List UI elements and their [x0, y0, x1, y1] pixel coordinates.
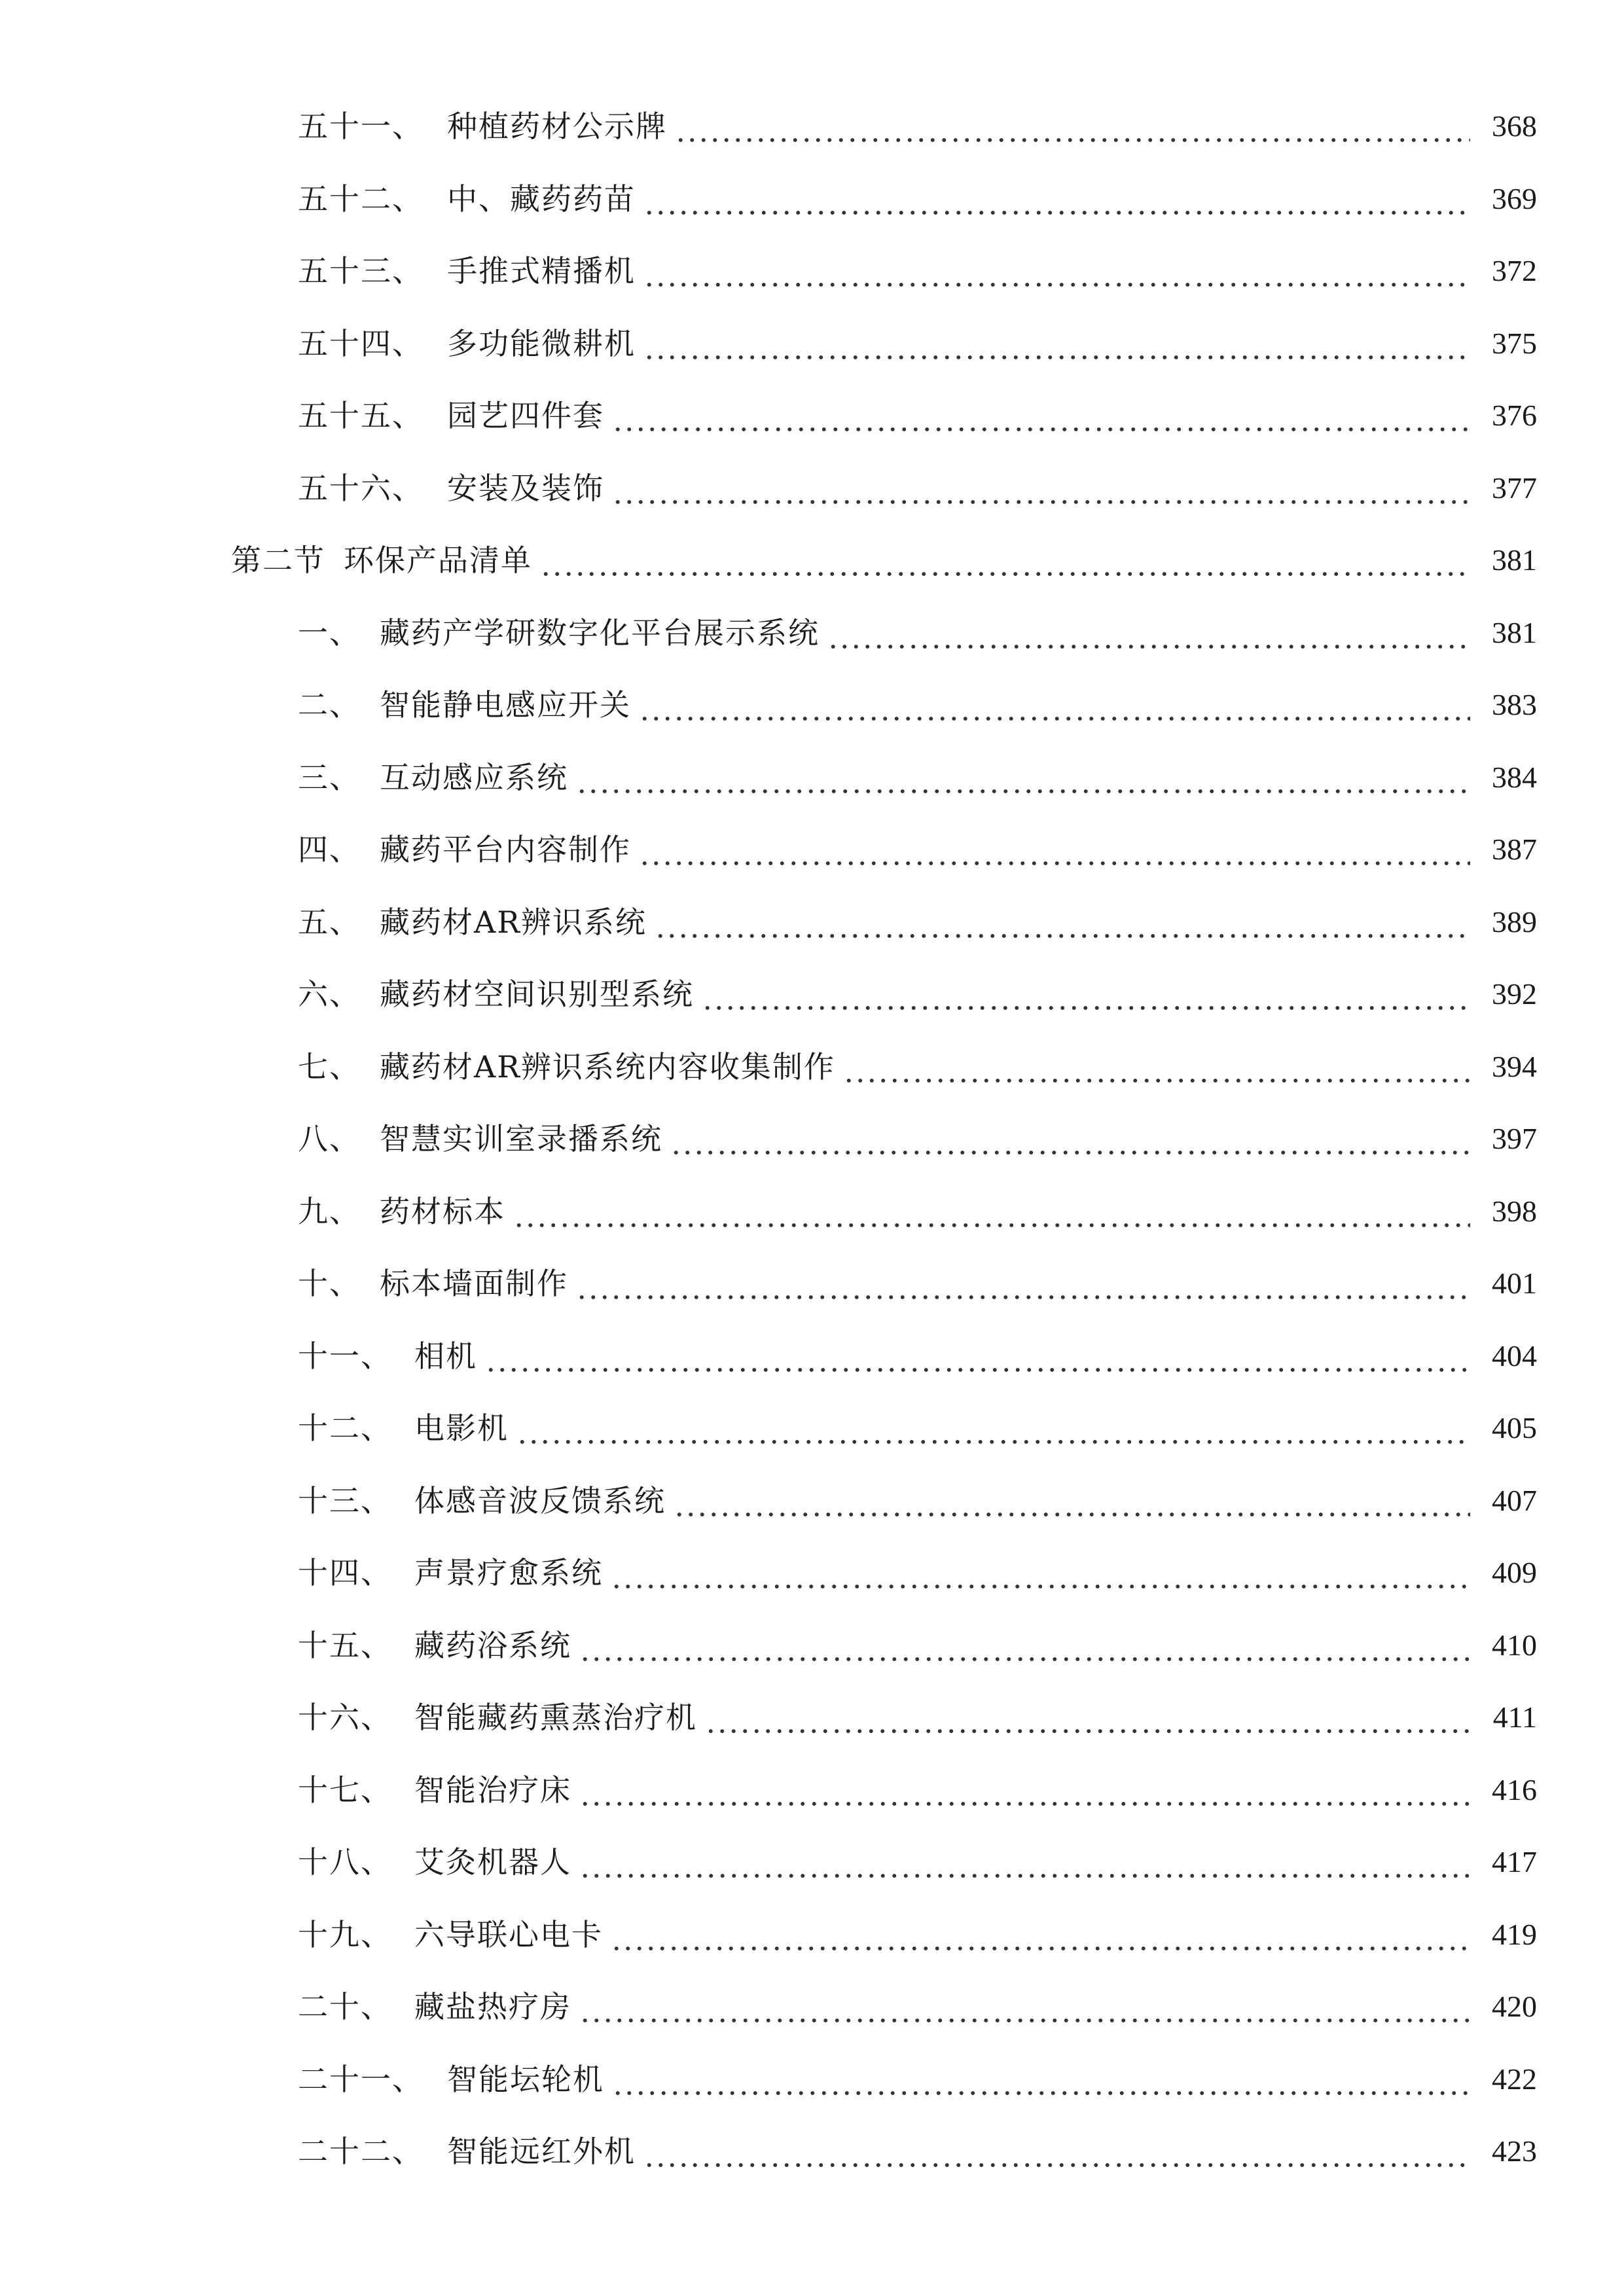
- toc-entry-title: 藏药平台内容制作: [380, 832, 631, 868]
- toc-entry[interactable]: [0, 380, 1624, 452]
- toc-entry-title: 药材标本: [380, 1193, 505, 1229]
- toc-entry-number: 十、: [298, 1266, 361, 1302]
- toc-entry-title: 藏盐热疗房: [414, 1989, 571, 2025]
- toc-entry-title: 藏药材空间识别型系统: [380, 977, 694, 1013]
- toc-entry-number: 五十三、: [298, 253, 424, 289]
- dot-leader: [843, 1047, 1470, 1086]
- dot-leader: [576, 1264, 1470, 1303]
- dot-leader: [579, 1626, 1470, 1665]
- dot-leader: [540, 541, 1470, 580]
- toc-entry-title: 相机: [414, 1338, 477, 1374]
- dot-leader: [639, 685, 1470, 725]
- toc-entry-title: 藏药产学研数字化平台展示系统: [380, 615, 820, 651]
- toc-entry-page-number: 405: [1492, 1411, 1537, 1445]
- toc-entry-title: 智能静电感应开关: [380, 687, 631, 723]
- toc-entry-number: 一、: [298, 615, 361, 651]
- toc-entry-number: 五十四、: [298, 325, 424, 361]
- toc-entry[interactable]: [0, 886, 1624, 959]
- toc-entry-page-number: 394: [1492, 1049, 1537, 1083]
- toc-entry-title: 智能治疗床: [414, 1772, 571, 1808]
- toc-entry-page-number: 410: [1492, 1628, 1537, 1662]
- dot-leader: [643, 324, 1470, 363]
- toc-entry-title: 电影机: [414, 1410, 509, 1446]
- dot-leader: [576, 758, 1470, 797]
- dot-leader: [827, 613, 1470, 653]
- toc-entry-page-number: 419: [1492, 1917, 1537, 1951]
- toc-entry-page-number: 401: [1492, 1266, 1537, 1300]
- toc-entry-page-number: 368: [1492, 109, 1537, 143]
- toc-entry-number: 十四、: [298, 1555, 392, 1591]
- dot-leader: [702, 975, 1470, 1014]
- toc-entry-title: 艾灸机器人: [414, 1844, 571, 1880]
- toc-section-title: 环保产品清单: [344, 543, 532, 579]
- dot-leader: [513, 1192, 1470, 1231]
- toc-entry-number: 十一、: [298, 1338, 392, 1374]
- toc-entry[interactable]: [0, 308, 1624, 380]
- dot-leader: [612, 396, 1470, 435]
- toc-entry-page-number: 387: [1492, 833, 1537, 867]
- toc-entry-number: 十九、: [298, 1916, 392, 1952]
- toc-entry-number: 四、: [298, 832, 361, 868]
- toc-entry-title: 标本墙面制作: [380, 1266, 568, 1302]
- toc-entry-title: 安装及装饰: [447, 470, 604, 506]
- dot-leader: [705, 1698, 1470, 1737]
- toc-entry-number: 九、: [298, 1193, 361, 1229]
- toc-entry[interactable]: [0, 452, 1624, 525]
- toc-entry-page-number: 377: [1492, 471, 1537, 505]
- toc-entry-number: 五十二、: [298, 181, 424, 217]
- toc-entry-page-number: 369: [1492, 181, 1537, 215]
- toc-entry-page-number: 409: [1492, 1556, 1537, 1590]
- dot-leader: [675, 107, 1470, 146]
- toc-entry[interactable]: [0, 1465, 1624, 1537]
- dot-leader: [670, 1119, 1470, 1158]
- toc-entry-page-number: 397: [1492, 1122, 1537, 1156]
- toc-entry-page-number: 407: [1492, 1483, 1537, 1517]
- toc-entry-number: 七、: [298, 1049, 361, 1085]
- toc-entry-number: 十三、: [298, 1482, 392, 1518]
- toc-entry-title: 体感音波反馈系统: [414, 1482, 666, 1518]
- dot-leader: [579, 1770, 1470, 1810]
- toc-entry-page-number: 416: [1492, 1772, 1537, 1806]
- toc-entry[interactable]: [0, 814, 1624, 886]
- dot-leader: [674, 1481, 1470, 1520]
- toc-entry-number: 五、: [298, 904, 361, 940]
- toc-entry-number: 三、: [298, 759, 361, 795]
- toc-entry-title: 藏药浴系统: [414, 1627, 571, 1663]
- dot-leader: [611, 1915, 1470, 1954]
- toc-section-entry[interactable]: [0, 524, 1624, 597]
- toc-entry-title: 智能远红外机: [447, 2134, 636, 2170]
- toc-entry-number: 十六、: [298, 1700, 392, 1736]
- toc-entry[interactable]: [0, 958, 1624, 1031]
- toc-entry-page-number: 381: [1492, 543, 1537, 577]
- toc-entry[interactable]: [0, 1971, 1624, 2043]
- toc-entry-title: 互动感应系统: [380, 759, 568, 795]
- toc-entry-number: 二十、: [298, 1989, 392, 2025]
- toc-entry-page-number: 383: [1492, 688, 1537, 722]
- toc-entry[interactable]: [0, 1103, 1624, 1175]
- toc-entry[interactable]: [0, 1320, 1624, 1393]
- table-of-contents: [0, 90, 1624, 2188]
- toc-entry[interactable]: [0, 1392, 1624, 1465]
- toc-entry[interactable]: [0, 1899, 1624, 1971]
- toc-entry-title: 智慧实训室录播系统: [380, 1121, 662, 1157]
- toc-entry[interactable]: [0, 163, 1624, 236]
- dot-leader: [485, 1336, 1470, 1376]
- toc-entry-title: 手推式精播机: [447, 253, 636, 289]
- toc-entry-title: 园艺四件套: [447, 398, 604, 434]
- toc-entry[interactable]: [0, 742, 1624, 814]
- toc-entry-page-number: 411: [1492, 1700, 1537, 1734]
- toc-entry[interactable]: [0, 669, 1624, 742]
- toc-entry[interactable]: [0, 2115, 1624, 2188]
- toc-entry[interactable]: [0, 597, 1624, 670]
- toc-entry[interactable]: [0, 1175, 1624, 1248]
- toc-entry-number: 六、: [298, 977, 361, 1013]
- dot-leader: [655, 903, 1470, 942]
- dot-leader: [643, 251, 1470, 291]
- dot-leader: [579, 1842, 1470, 1882]
- toc-entry[interactable]: [0, 1609, 1624, 1682]
- dot-leader: [643, 2132, 1470, 2171]
- toc-entry[interactable]: [0, 1031, 1624, 1103]
- dot-leader: [611, 1553, 1470, 1592]
- toc-entry-number: 五十一、: [298, 109, 424, 145]
- toc-entry[interactable]: [0, 1754, 1624, 1827]
- toc-entry[interactable]: [0, 235, 1624, 308]
- toc-entry-number: 八、: [298, 1121, 361, 1157]
- toc-entry-page-number: 372: [1492, 254, 1537, 288]
- dot-leader: [612, 469, 1470, 508]
- toc-entry-title: 六导联心电卡: [414, 1916, 603, 1952]
- toc-entry-page-number: 417: [1492, 1845, 1537, 1879]
- toc-entry-page-number: 376: [1492, 399, 1537, 433]
- toc-entry-number: 十八、: [298, 1844, 392, 1880]
- toc-entry[interactable]: [0, 90, 1624, 163]
- toc-entry[interactable]: [0, 1681, 1624, 1754]
- toc-entry-title: 智能坛轮机: [447, 2061, 604, 2097]
- toc-entry-page-number: 404: [1492, 1338, 1537, 1372]
- toc-entry[interactable]: [0, 1247, 1624, 1320]
- toc-entry-page-number: 381: [1492, 615, 1537, 649]
- toc-entry-title: 藏药材AR辨识系统: [380, 904, 647, 940]
- toc-entry-title: 声景疗愈系统: [414, 1555, 603, 1591]
- toc-entry-number: 十七、: [298, 1772, 392, 1808]
- dot-leader: [579, 1987, 1470, 2026]
- dot-leader: [516, 1408, 1470, 1448]
- toc-entry-number: 五十六、: [298, 470, 424, 506]
- dot-leader: [643, 179, 1470, 219]
- toc-entry-page-number: 422: [1492, 2062, 1537, 2096]
- toc-entry-page-number: 398: [1492, 1194, 1537, 1228]
- toc-entry-number: 二、: [298, 687, 361, 723]
- toc-entry-number: 二十一、: [298, 2061, 424, 2097]
- toc-entry[interactable]: [0, 1826, 1624, 1899]
- toc-entry-number: 二十二、: [298, 2134, 424, 2170]
- toc-entry-title: 中、藏药药苗: [447, 181, 636, 217]
- toc-section-number: 第二节: [231, 543, 325, 579]
- toc-entry-page-number: 389: [1492, 905, 1537, 939]
- toc-entry-page-number: 384: [1492, 760, 1537, 794]
- toc-entry-number: 五十五、: [298, 398, 424, 434]
- toc-entry-number: 十二、: [298, 1410, 392, 1446]
- toc-entry-number: 十五、: [298, 1627, 392, 1663]
- dot-leader: [612, 2060, 1470, 2099]
- toc-entry-title: 多功能微耕机: [447, 325, 636, 361]
- toc-entry[interactable]: [0, 2043, 1624, 2116]
- toc-entry-page-number: 423: [1492, 2134, 1537, 2168]
- toc-entry-title: 种植药材公示牌: [447, 109, 667, 145]
- toc-entry-page-number: 420: [1492, 1990, 1537, 2024]
- dot-leader: [639, 830, 1470, 869]
- toc-entry-title: 藏药材AR辨识系统内容收集制作: [380, 1049, 835, 1085]
- toc-entry-title: 智能藏药熏蒸治疗机: [414, 1700, 697, 1736]
- toc-entry-page-number: 375: [1492, 326, 1537, 360]
- toc-entry-page-number: 392: [1492, 977, 1537, 1011]
- toc-entry[interactable]: [0, 1537, 1624, 1609]
